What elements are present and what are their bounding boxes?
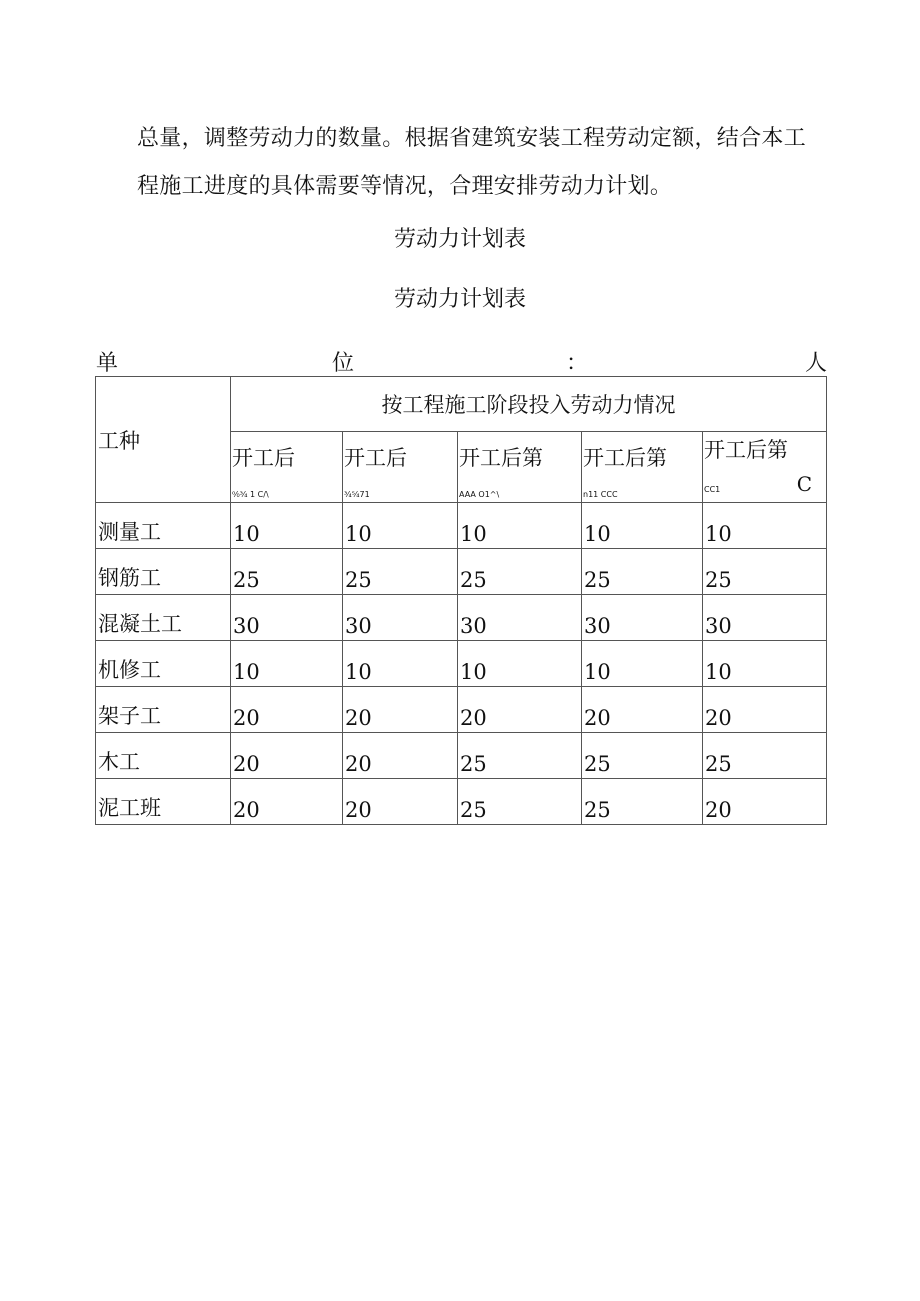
- value-cell: 10: [231, 641, 343, 687]
- table-row: [96, 503, 827, 549]
- worktype-cell: 机修工: [96, 641, 231, 687]
- body-paragraph-line-1: 总量，调整劳动力的数量。根据省建筑安装工程劳动定额，结合本工: [137, 126, 807, 151]
- value-cell: 20: [231, 687, 343, 733]
- body-paragraph-line-2: 程施工进度的具体需要等情况，合理安排劳动力计划。: [137, 174, 673, 199]
- value-cell: 20: [343, 733, 458, 779]
- value-cell: 25: [231, 549, 343, 595]
- value-cell: 30: [582, 595, 703, 641]
- value-cell: 10: [582, 641, 703, 687]
- value-cell: 10: [458, 503, 582, 549]
- unit-label-char-2: 位: [332, 351, 355, 376]
- value-cell: 20: [343, 779, 458, 825]
- unit-label-colon: ：: [566, 351, 589, 376]
- table-row: [96, 733, 827, 779]
- value-cell: 20: [582, 687, 703, 733]
- phase-sublabel: CC1: [704, 485, 721, 494]
- value-cell: 25: [343, 549, 458, 595]
- phase-header-5: [703, 432, 827, 503]
- value-cell: 20: [458, 687, 582, 733]
- table-row: [96, 641, 827, 687]
- value-cell: 25: [458, 779, 582, 825]
- table-title: 劳动力计划表: [393, 227, 526, 252]
- value-cell: 25: [458, 733, 582, 779]
- table-title-repeat: 劳动力计划表: [393, 287, 526, 312]
- value-cell: 25: [458, 549, 582, 595]
- value-cell: 25: [703, 549, 827, 595]
- value-cell: 25: [582, 733, 703, 779]
- value-cell: 10: [703, 503, 827, 549]
- phase-header-1: [231, 432, 343, 503]
- value-cell: 30: [231, 595, 343, 641]
- phase-label: 开工后: [344, 446, 407, 470]
- labor-plan-table: [95, 376, 827, 825]
- table-row: [96, 595, 827, 641]
- value-cell: 30: [703, 595, 827, 641]
- table-row: [96, 779, 827, 825]
- worktype-cell: 钢筋工: [96, 549, 231, 595]
- worktype-cell: 混凝土工: [96, 595, 231, 641]
- phase-sublabel: ⁰⁄₀³⁄₄ 1 C/\: [232, 490, 269, 499]
- value-cell: 10: [703, 641, 827, 687]
- value-cell: 25: [582, 549, 703, 595]
- value-cell: 10: [582, 503, 703, 549]
- value-cell: 20: [231, 733, 343, 779]
- value-cell: 20: [703, 687, 827, 733]
- phase-label: 开工后第: [583, 446, 667, 470]
- worktype-cell: 测量工: [96, 503, 231, 549]
- value-cell: 10: [458, 641, 582, 687]
- value-cell: 20: [343, 687, 458, 733]
- phase-label: 开工后第: [704, 438, 788, 462]
- value-cell: 10: [343, 641, 458, 687]
- value-cell: 10: [231, 503, 343, 549]
- value-cell: 30: [458, 595, 582, 641]
- phase-header-3: [458, 432, 582, 503]
- phase-label: 开工后第: [459, 446, 543, 470]
- table-row: [96, 549, 827, 595]
- value-cell: 25: [582, 779, 703, 825]
- phase-header-2: [343, 432, 458, 503]
- phase-sublabel: ³⁄₄⁵⁄₄71: [344, 490, 370, 499]
- value-cell: 10: [343, 503, 458, 549]
- stage-header: 按工程施工阶段投入劳动力情况: [231, 377, 827, 432]
- phase-suffix: C: [796, 472, 813, 496]
- value-cell: 20: [703, 779, 827, 825]
- worktype-cell: 泥工班: [96, 779, 231, 825]
- worktype-cell: 架子工: [96, 687, 231, 733]
- phase-label: 开工后: [232, 446, 295, 470]
- unit-label-value: 人: [805, 351, 828, 376]
- value-cell: 20: [231, 779, 343, 825]
- worktype-header: 工种: [96, 377, 231, 503]
- value-cell: 30: [343, 595, 458, 641]
- value-cell: 25: [703, 733, 827, 779]
- phase-sublabel: AAA O1^\: [459, 490, 500, 499]
- table-row: [96, 687, 827, 733]
- phase-header-4: [582, 432, 703, 503]
- worktype-cell: 木工: [96, 733, 231, 779]
- unit-label-char-1: 单: [96, 351, 119, 376]
- phase-sublabel: n11 CCC: [583, 490, 618, 499]
